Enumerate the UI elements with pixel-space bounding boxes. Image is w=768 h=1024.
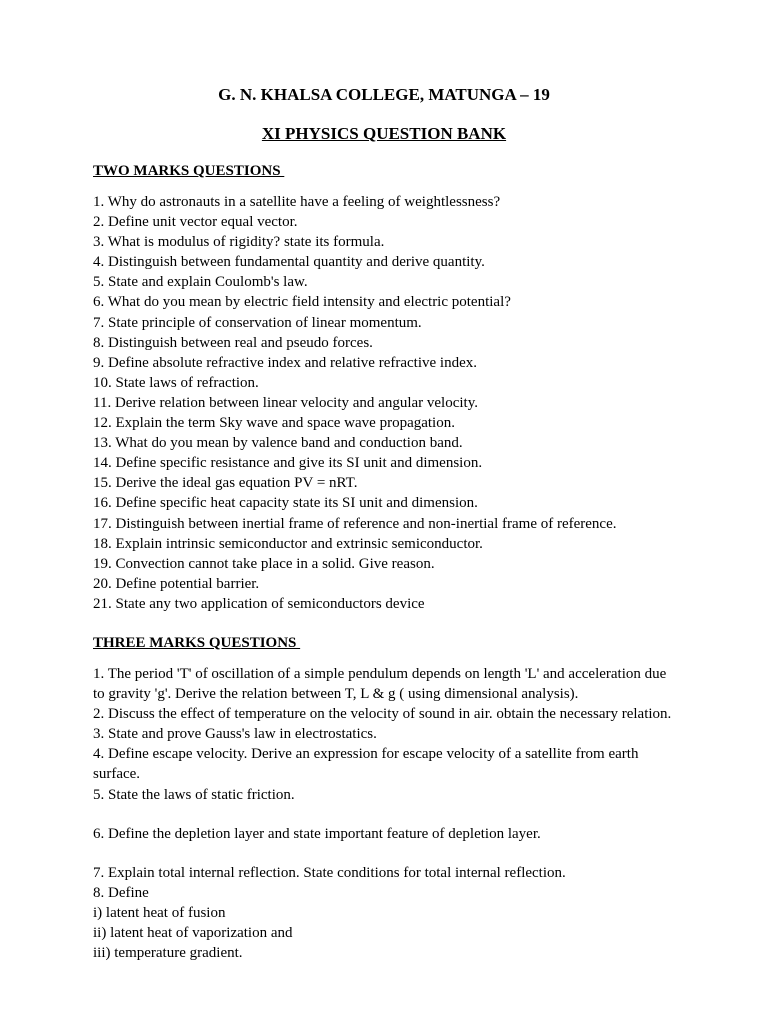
list-item: 6. Define the depletion layer and state important feature of depletion layer. [93,825,541,842]
sub-item: iii) temperature gradient. [93,945,243,962]
list-item: 5. State the laws of static friction. [93,786,295,803]
list-item: 16. Define specific heat capacity state its SI unit and dimension. [93,495,478,512]
sub-item: i) latent heat of fusion [93,904,226,921]
sub-item: 8. Define [93,884,149,901]
three-marks-list [93,664,673,963]
list-item: 21. State any two application of semiconductors device [93,595,425,612]
list-item: 3. State and prove Gauss's law in electrostatics. [93,726,377,743]
list-item: 2. Discuss the effect of temperature on the velocity of sound in air. obtain the necessary relation. [93,706,672,723]
list-item: 4. Distinguish between fundamental quantity and derive quantity. [93,254,485,271]
list-item: 18. Explain intrinsic semiconductor and extrinsic semiconductor. [93,535,483,552]
list-item: 13. What do you mean by valence band and conduction band. [93,435,463,452]
page-title: XI PHYSICS QUESTION BANK [261,124,507,143]
list-item: 2. Define unit vector equal vector. [93,214,298,231]
list-item: 7. State principle of conservation of linear momentum. [93,314,422,331]
list-item: 10. State laws of refraction. [93,374,259,391]
list-item: 20. Define potential barrier. [93,575,260,592]
two-marks-heading: TWO MARKS QUESTIONS [93,163,285,179]
three-marks-heading: THREE MARKS QUESTIONS [93,635,301,651]
list-item: 8. Distinguish between real and pseudo forces. [93,334,373,351]
list-item: 15. Derive the ideal gas equation PV = nRT. [93,475,358,492]
two-marks-list [93,192,673,614]
list-item: 17. Distinguish between inertial frame of reference and non-inertial frame of reference. [93,515,617,532]
college-name: G. N. KHALSA COLLEGE, MATUNGA – 19 [218,85,550,104]
list-item: 1. Why do astronauts in a satellite have a feeling of weightlessness? [93,194,501,210]
list-item: 19. Convection cannot take place in a solid. Give reason. [93,555,435,572]
list-item: 14. Define specific resistance and give its SI unit and dimension. [93,455,483,472]
list-item: 7. Explain total internal reflection. State conditions for total internal reflection. [93,864,566,881]
list-item: 1. The period 'T' of oscillation of a simple pendulum depends on length 'L' and acceleration due to gravity 'g'. Derive the relation between T, L & g ( using dimensional analysis). [93,666,667,703]
list-item: 4. Define escape velocity. Derive an expression for escape velocity of a satellite from earth surface. [93,746,639,783]
list-item: 5. State and explain Coulomb's law. [93,274,308,291]
list-item [93,883,673,963]
list-item: 9. Define absolute refractive index and relative refractive index. [93,354,477,371]
sub-item: ii) latent heat of vaporization and [93,925,293,942]
list-item: 11. Derive relation between linear velocity and angular velocity. [93,394,478,411]
list-item: 12. Explain the term Sky wave and space wave propagation. [93,415,455,432]
list-item: 3. What is modulus of rigidity? state its formula. [93,234,385,251]
list-item: 6. What do you mean by electric field intensity and electric potential? [93,294,511,311]
